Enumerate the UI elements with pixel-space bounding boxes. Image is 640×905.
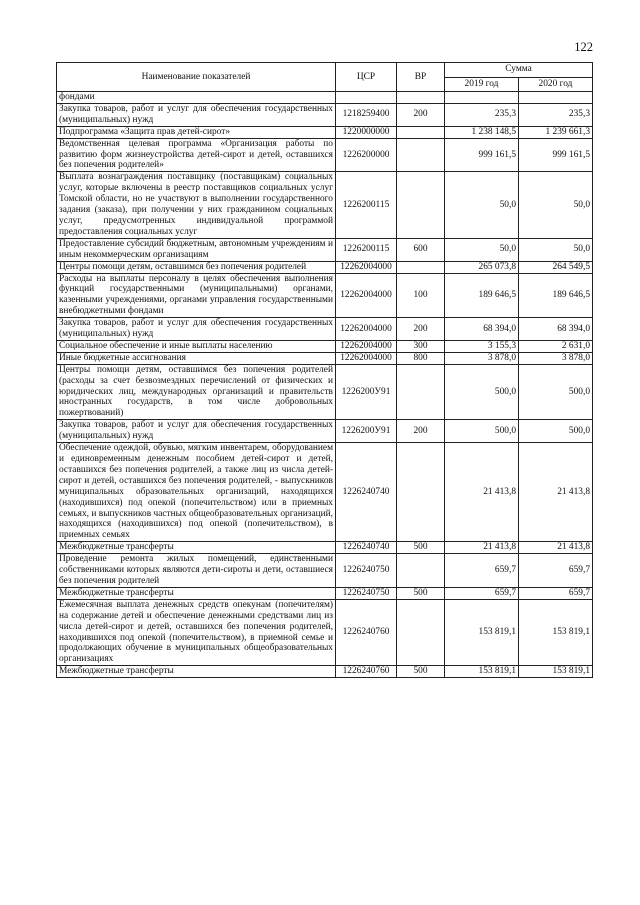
row-vr <box>397 599 445 665</box>
row-csr: 12262004000 <box>336 352 397 364</box>
table-row <box>57 587 593 599</box>
row-sum-2020: 2 631,0 <box>519 340 593 352</box>
row-name: Межбюджетные трансферты <box>57 587 336 599</box>
row-sum-2019: 500,0 <box>445 420 519 443</box>
header-vr: ВР <box>397 63 445 92</box>
row-sum-2020: 50,0 <box>519 238 593 261</box>
row-name: Закупка товаров, работ и услуг для обеспечения государственных (муниципальных) нужд <box>57 318 336 341</box>
table-row <box>57 542 593 554</box>
row-sum-2019: 500,0 <box>445 364 519 420</box>
row-name: Закупка товаров, работ и услуг для обеспечения государственных (муниципальных) нужд <box>57 420 336 443</box>
row-sum-2019: 3 155,3 <box>445 340 519 352</box>
page-number: 122 <box>574 40 593 54</box>
row-vr <box>397 443 445 542</box>
row-sum-2020: 50,0 <box>519 172 593 238</box>
row-csr: 1226240760 <box>336 599 397 665</box>
table-header <box>57 63 593 92</box>
row-sum-2019: 235,3 <box>445 103 519 126</box>
row-csr: 12262004000 <box>336 273 397 318</box>
row-csr: 1220000000 <box>336 126 397 138</box>
row-name: Центры помощи детям, оставшимся без попечения родителей <box>57 261 336 273</box>
table-row <box>57 92 593 104</box>
row-name: фондами <box>57 92 336 104</box>
row-sum-2019: 999 161,5 <box>445 138 519 172</box>
table-row <box>57 103 593 126</box>
row-csr: 12262004000 <box>336 318 397 341</box>
row-csr: 1226200У91 <box>336 364 397 420</box>
row-vr <box>397 554 445 588</box>
row-sum-2020: 235,3 <box>519 103 593 126</box>
row-name: Выплата вознаграждения поставщику (поставщикам) социальных услуг, которые включены в реестр поставщиков социальных услуг Томской области, но не участвуют в выполнении государственного задания (заказа), при получении у них гражданином социальных услуг, предусмотренных индивидуальной программой предоставления социальных услуг <box>57 172 336 238</box>
row-name: Центры помощи детям, оставшимся без попечения родителей (расходы за счет безвозмездных перечислений от физических и юридических лиц, международных организаций и правительств иностранных государств, в том числе добровольных пожертвований) <box>57 364 336 420</box>
row-csr: 1226240740 <box>336 542 397 554</box>
row-csr: 1226200У91 <box>336 420 397 443</box>
row-sum-2019: 1 238 148,5 <box>445 126 519 138</box>
row-name: Закупка товаров, работ и услуг для обеспечения государственных (муниципальных) нужд <box>57 103 336 126</box>
row-vr <box>397 126 445 138</box>
row-sum-2019: 659,7 <box>445 554 519 588</box>
row-sum-2020: 659,7 <box>519 587 593 599</box>
row-sum-2019: 3 878,0 <box>445 352 519 364</box>
row-name: Подпрограмма «Защита прав детей-сирот» <box>57 126 336 138</box>
budget-table <box>56 62 593 678</box>
table-row <box>57 238 593 261</box>
row-vr: 200 <box>397 318 445 341</box>
row-name: Обеспечение одеждой, обувью, мягким инвентарем, оборудованием и единовременным денежным пособием детей-сирот и детей, оставшихся без попечения родителей, а также лиц из числа детей-сирот и детей, оставшихся без попечения родителей, - выпускников муниципальных образовательных организаций, находящихся (находившихся) под опекой (попечительством) или в приемных семьях, и выпускников частных общеобразовательных организаций, находящихся (находившихся) под опекой (попечительством), в приемных семьях <box>57 443 336 542</box>
row-sum-2019: 21 413,8 <box>445 443 519 542</box>
row-csr: 1226240750 <box>336 554 397 588</box>
table-row <box>57 443 593 542</box>
header-name: Наименование показателей <box>57 63 336 92</box>
table-body <box>57 92 593 678</box>
table-row <box>57 666 593 678</box>
row-vr: 600 <box>397 238 445 261</box>
table-row <box>57 420 593 443</box>
row-name: Ежемесячная выплата денежных средств опекунам (попечителям) на содержание детей и обеспечение денежными средствами лиц из числа детей-сирот и детей, оставшихся без попечения родителей, находившихся под опекой (попечительством), в приемной семье и продолжающих обучение в муниципальных общеобразовательных организациях <box>57 599 336 665</box>
row-csr: 1226200115 <box>336 238 397 261</box>
table-row <box>57 599 593 665</box>
row-name: Иные бюджетные ассигнования <box>57 352 336 364</box>
table-row <box>57 340 593 352</box>
row-vr: 800 <box>397 352 445 364</box>
row-csr: 1226200115 <box>336 172 397 238</box>
row-sum-2019: 265 073,8 <box>445 261 519 273</box>
row-sum-2019: 189 646,5 <box>445 273 519 318</box>
row-sum-2019: 21 413,8 <box>445 542 519 554</box>
row-name: Межбюджетные трансферты <box>57 666 336 678</box>
row-name: Предоставление субсидий бюджетным, автономным учреждениям и иным некоммерческим организациям <box>57 238 336 261</box>
row-vr <box>397 172 445 238</box>
row-sum-2020: 264 549,5 <box>519 261 593 273</box>
table-row <box>57 554 593 588</box>
table-row <box>57 352 593 364</box>
header-sum: Сумма <box>445 63 593 78</box>
header-csr: ЦСР <box>336 63 397 92</box>
row-vr <box>397 261 445 273</box>
header-year-2019: 2019 год <box>445 77 519 92</box>
row-sum-2019: 50,0 <box>445 172 519 238</box>
row-csr <box>336 92 397 104</box>
row-sum-2020: 153 819,1 <box>519 666 593 678</box>
row-sum-2020: 153 819,1 <box>519 599 593 665</box>
row-vr: 100 <box>397 273 445 318</box>
row-sum-2020 <box>519 92 593 104</box>
row-csr: 12262004000 <box>336 261 397 273</box>
row-name: Расходы на выплаты персоналу в целях обеспечения выполнения функций государственными (муниципальными) органами, казенными учреждениями, органами управления государственными внебюджетными фондами <box>57 273 336 318</box>
row-vr: 200 <box>397 420 445 443</box>
row-vr: 500 <box>397 666 445 678</box>
row-vr <box>397 92 445 104</box>
row-sum-2020: 659,7 <box>519 554 593 588</box>
table-row <box>57 318 593 341</box>
row-sum-2020: 21 413,8 <box>519 542 593 554</box>
row-sum-2019: 50,0 <box>445 238 519 261</box>
row-name: Социальное обеспечение и иные выплаты населению <box>57 340 336 352</box>
row-name: Межбюджетные трансферты <box>57 542 336 554</box>
row-sum-2020: 999 161,5 <box>519 138 593 172</box>
row-vr: 500 <box>397 587 445 599</box>
header-year-2020: 2020 год <box>519 77 593 92</box>
row-name: Ведомственная целевая программа «Организация работы по развитию форм жизнеустройства детей-сирот и детей, оставшихся без попечения родителей» <box>57 138 336 172</box>
row-sum-2019: 153 819,1 <box>445 666 519 678</box>
row-csr: 1226240740 <box>336 443 397 542</box>
row-sum-2019: 68 394,0 <box>445 318 519 341</box>
row-csr: 1226240750 <box>336 587 397 599</box>
table-row <box>57 126 593 138</box>
row-vr: 200 <box>397 103 445 126</box>
row-sum-2020: 500,0 <box>519 364 593 420</box>
row-csr: 1226200000 <box>336 138 397 172</box>
row-vr: 500 <box>397 542 445 554</box>
row-sum-2020: 3 878,0 <box>519 352 593 364</box>
table-row <box>57 261 593 273</box>
row-sum-2019: 659,7 <box>445 587 519 599</box>
row-sum-2020: 1 239 661,3 <box>519 126 593 138</box>
row-csr: 1218259400 <box>336 103 397 126</box>
row-sum-2020: 189 646,5 <box>519 273 593 318</box>
table-row <box>57 172 593 238</box>
row-vr: 300 <box>397 340 445 352</box>
row-csr: 1226240760 <box>336 666 397 678</box>
row-vr <box>397 364 445 420</box>
row-sum-2020: 21 413,8 <box>519 443 593 542</box>
table-row <box>57 273 593 318</box>
row-sum-2020: 500,0 <box>519 420 593 443</box>
row-name: Проведение ремонта жилых помещений, единственными собственниками которых являются дети-сироты и дети, оставшиеся без попечения родителей <box>57 554 336 588</box>
row-sum-2019: 153 819,1 <box>445 599 519 665</box>
row-sum-2019 <box>445 92 519 104</box>
table-row <box>57 138 593 172</box>
row-vr <box>397 138 445 172</box>
row-sum-2020: 68 394,0 <box>519 318 593 341</box>
table-row <box>57 364 593 420</box>
row-csr: 12262004000 <box>336 340 397 352</box>
